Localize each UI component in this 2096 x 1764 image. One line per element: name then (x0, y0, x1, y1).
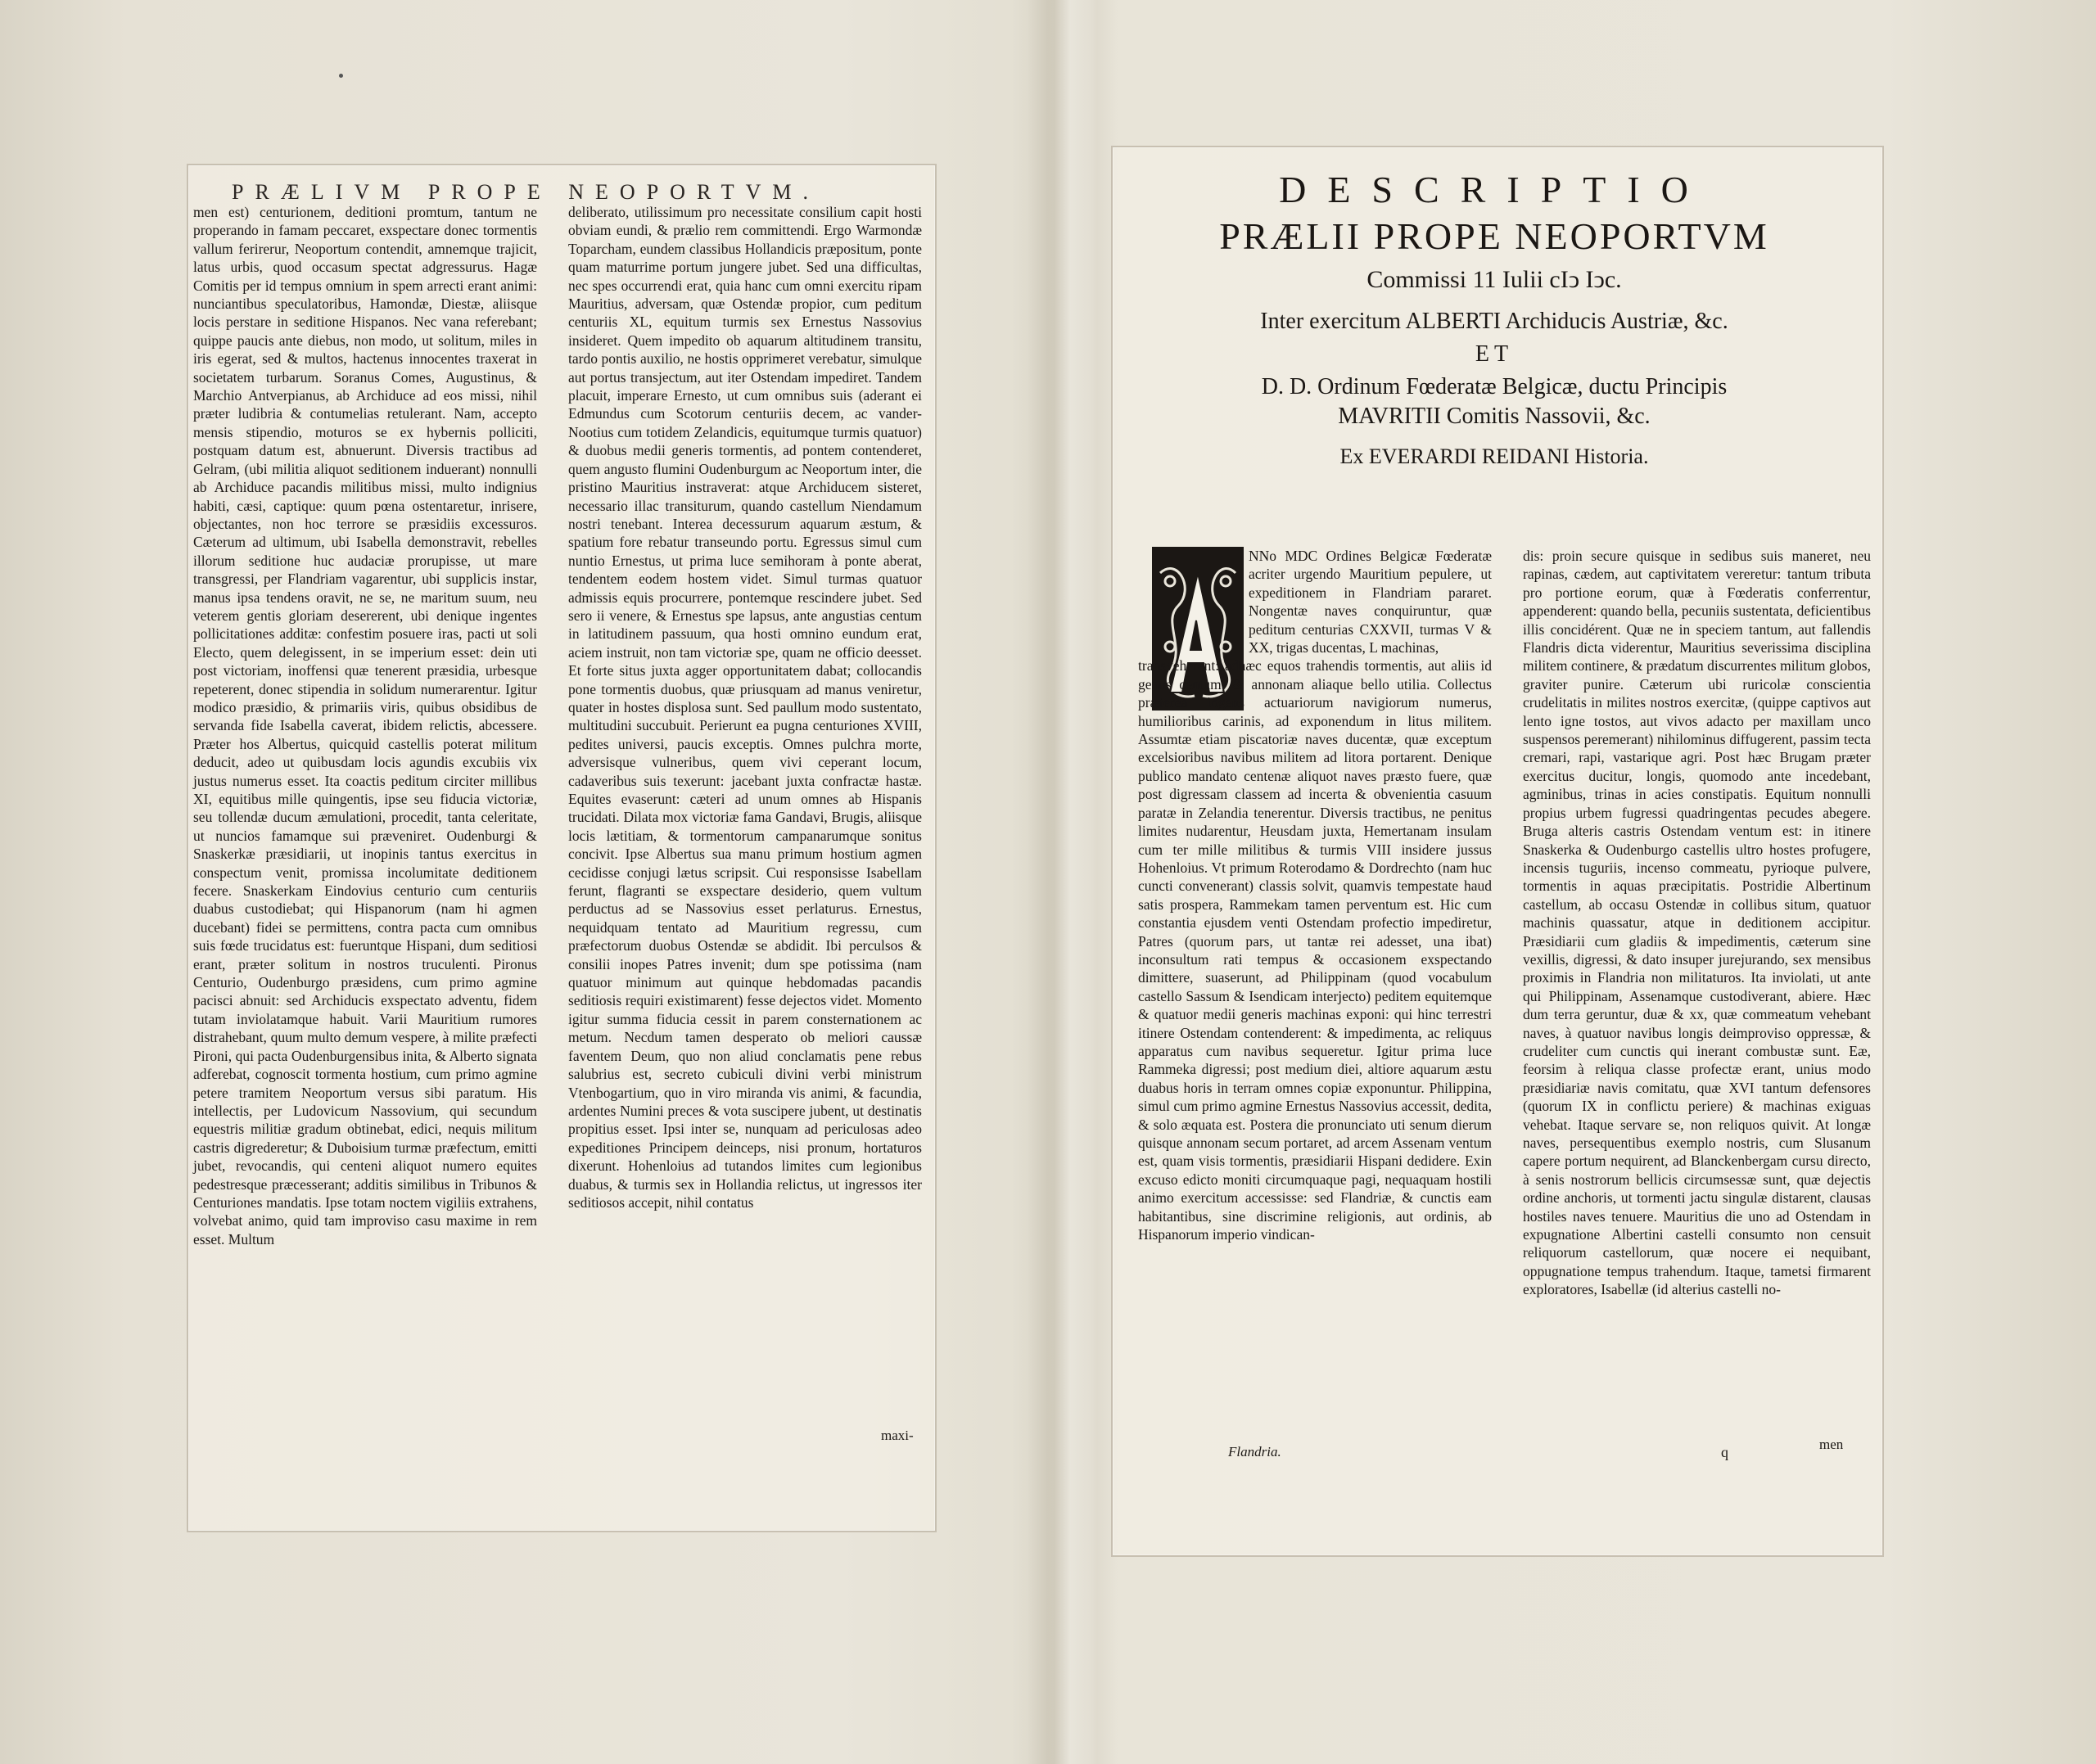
right-column-1 (1138, 547, 1492, 1243)
title-line-4: Inter exercitum ALBERTI Archiducis Austriæ, &c. (1260, 309, 1728, 334)
signature-mark: Flandria. (1228, 1444, 1281, 1459)
text-block: deliberato, utilissimum pro necessitate consilium capit hosti obviam eundi, & prælio rem committendi. Ergo Warmondæ Toparcham, eundem classibus Hollandicis præpositum, ponte quam maturrime portum jungere jubet. Sed una difficultas, nec spes occurrendi erat, quia hanc cum omni exercitu ripam Mauritius, adversam, quæ Ostendæ propior, cum peditum centuriis XL, equitum turmis sex Ernestus Nassovius insideret. Quem impedito ob aquarum altitudinem transitu, tardo pontis auxilio, ne hostis opprimeret verebatur, simulque aut portus transjectum, aut iter Ostendam impediret. Tandem placuit, imperare Ernesto, ut cum omnibus suis (aderant ei Edmundus cum Scotorum centuriis decem, ac vander-Nootius cum totidem Zelandicis, equitumque turmis quatuor) & duobus medii generis tormentis, ad pontem contenderet, quem angusto flumini Oudenburgum ac Neoportum inter, die pristino Mauritius instraverat: atque Archiducem sisteret, necessario illac transiturum, quando castellum Niendamum nostri tenebant. Interea decessurum aquarum æstum, & spatium fore rebatur transeundo portu. Egressus simul cum nuntio Ernestus, ut prima luce semihoram à ponte aberat, tendentem eodem hostem videt. Simul turmas quatuor admissis equis procurrere, pontemque rescindere jubet. Sed sero ii venere, & Ernestus spe lapsus, ante angustias centum in latitudinem passuum, qua hosti omnino eundum erat, aciem instruit, non tam victoriæ spe, quam ne officio deesset. Et forte situs juxta agger opportunitatem dabat; collocandis pone tormentis duobus, quæ priusquam ad manus veniretur, quater in hostes displosa sunt. Sed paullum modo sustentato, multitudini succubuit. Perierunt ea pugna centuriones XVIII, pedites universi, paucis exceptis. Omnes pulchra morte, adversisque vulneribus, quem vivi ceperant locum, cadaveribus suis texerunt: jacebant juxta confractæ hastæ. Equites evaserunt: cæteri ad unum omnes ab Hispanis trucidati. Dilata mox victoriæ fama Gandavi, Brugis, aliisque locis lætitiam, & tormentorum campanarumque sonitus concivit. Ipse Albertus sua manu primum hostium agmen cecidisse conjugi lætus scripsit. Cui responsisse Isabellam ferunt, flagranti se exspectare desiderio, quem vultum perductus ad se Nassovius esset perlaturus. Ernestus, nequidquam tentato ad Mauritium regressu, cum præfectorum duobus Ostendæ se abdidit. Ibi perculsos & consilii inopes Patres invenit; dum spe potissima (nam quatuor minimum aut quinque hebdomadas pacandis seditiosis requiri existimarent) fesse dejectos videt. Momento igitur summa fiducia cessit in parem consternationem ac metum. Necdum tamen desperato ob meliori caussæ faventem Deum, quo non aliud conclamatis pene rebus salubrius est, secreto cubiculi divini verbi ministrum Vtenbogartium, quo in viro miranda vis animi, & facundia, ardentes Numini preces & vota suscipere jubent, ut destinatis propitius esset. Ipsi inter se, nunquam ad periculosas adeo expeditiones Principem deinceps, nisi pronum, hortaturos dixerunt. Hohenloius ad tutandos limites cum legionibus duabus, & turmis sex in Hollandia relictus, ut ingressos iter seditiosos accepit, nihil contatus (568, 204, 922, 1211)
title-line-5: ET (1475, 341, 1514, 367)
title-block (1126, 168, 1863, 469)
title-line-6: D. D. Ordinum Fœderatæ Belgicæ, ductu Principis (1261, 374, 1728, 399)
left-column-1 (193, 203, 537, 1248)
center-fold (1012, 0, 1118, 1764)
running-head: PRÆLIVM PROPE NEOPORTVM. (232, 180, 820, 204)
text-block: men est) centurionem, deditioni promtum, tantum ne properando in famam peccaret, exspectare donec tormentis vallum ferirerur, Neoportum contendit, amnemque trajicit, latus urbis, quod occasum spectat adgressurus. Hagæ Comitis per id tempus omnium in spem arrecti erant animi: nunciantibus speculatoribus, Hamondæ, Diestæ, aliisque locis perstare in seditione Hispanos. Nec vana referebant; quippe paucis ante diebus, non modo, ut solitum, miles in iris egerat, sed & multos, hactenus innocentes traxerat in societatem turbarum. Soranus Comes, Augustinus, & Marchio Antverpianus, ab Archiduce ad eos missi, nihil præter ludibria & contumelias retulerant. Nam, accepto mensis stipendio, moturos se ex hybernis polliciti, postquam datum est, abnuerunt. Diversis tractibus ad Gelram, (ubi militia aliquot seditionem induerant) nonnulli ab Archiduce pacandis militibus missi, multo indignius habiti, cæsi, captique: quum pœna ostentaretur, inrisere, objectantes, non hoc terrore se præsidiis excessuros. Cæterum ad ultimum, ubi Isabella demonstravit, rebelles illorum seditione huc audaciæ prorupisse, ut mare transgressi, per Flandriam vagarentur, ubi supplicis instar, manus ipsa tendens oravit, ne se, ne maritum suum, neu veterem gentis gloriam desererent, ubi denique ingentes pollicitationes additæ: confestim posuere iras, pacti ut soli Electo, quem delegissent, in se imperium esset: dein uti post victoriam, inoffensi quæ tenerent præsidia, urbesque repeterent, donec stipendia in solidum numerarentur. Igitur modico præsidio, & primariis viris, quibus obsidibus de servanda fide Isabella caverat, ibidem relictis, abcessere. Præter hos Albertus, quicquid castellis poterat militum deducit, adeo ut quibusdam locis agundis excubiis vix justus numerus esset. Ita coactis peditum circiter millibus XI, equitibus mille quingentis, ipse seu fiducia victoriæ, seu tollendæ ducum æmulationi, procedit, tanta celeritate, ut nuncios famamque sui præveniret. Oudenburgi & Snaskerkæ præsidiarii, ut inopinis tantus exercitus in conspectum venit, promissa incolumitate deditionem fecere. Snaskerkam Eindovius centurio cum centuriis duabus custodiebat; qui Hispanorum (nam hi agmen ducebant) fidei se permittens, contra pacta cum omnibus suis fœde trucidatus est: fueruntque Hispani, dum seditiosi erant, præter solitum in nostros truculenti. Pironus Centurio, Oudenburgo præsidens, cum primo agmine pacisci abnuit: sed Archiducis exspectato adventu, fidem tutam inviolatamque habuit. Varii Mauritium rumores distrahebant, quum multo demum vespere, à milite præfecti Pironi, qui pacta Oudenburgensibus inita, & Alberto signata adferebat, cognoscit tormenta hostium, cum primo agmine petere tramitem Neoportum versus sibi paratum. His intellectis, per Ludovicum Nassovium, qui secundum equestris militiæ gradum obtinebat, edici, nequis militum castris digrederetur; & Duboisium turmæ præfectum, emitti jubet, revocandis, qui centeni aliquot numero equites pedestresque præcesserant; additis similibus in Tribunos & Centuriones mandatis. Ipse totam noctem vigiliis extrahens, volvebat animo, quid tam improviso casu maxime in rem esset. Multum (193, 204, 537, 1247)
text-block: transveherent: adhæc equos trahendis tormentis, aut aliis id genus centum, & annonam aliaque bello utilia. Collectus præterea ingens actuariorum navigiorum numerus, humilioribus carinis, ad exponendum in litus militem. Assumtæ etiam piscatoriæ naves ducentæ, quæ exceptum excelsioribus navibus militem ad litora portarent. Denique publico mandato centenæ aliquot naves præsto fuere, quæ post digressam classem ad incerta & obvenientia casuum paratæ in Zelandia tenerentur. Diversis tractibus, ne penitus limites nudarentur, Heusdam juxta, Hemertanam insulam cum ter mille militibus & turmis VIII insidere jussus Hohenloius. Vt primum Roterodamo & Dordrechto (nam huc cuncti convenerant) classis solvit, quamvis tempestate haud satis prospera, Rammekam tamen perventum est. Hic cum constantia ejusdem venti Ostendam profectio impediretur, Patres (quorum pars, ut tantæ rei adesset, una ibat) inconsultum rati tempus & occasionem exspectando dimittere, suaserunt, ad Philippinam (quod vocabulum castello Sassum & Isendicam interjecto) peditem equitemque & quatuor medii generis machinas exponi: qui hinc terrestri itinere Ostendam contenderent: & impedimenta, ac reliquus apparatus cum navibus sequeretur. Igitur prima luce Rammeka digressi; post medium diei, altiore aquarum æstu duabus horis in terram omnes copiæ exponuntur. Philippina, simul cum primo agmine Ernestus Nassovius accessit, dedita, & solo æquata est. Postera die pronunciato uti senum dierum quisque annonam secum portaret, ad arcem Assenam ventum est, quam visis tormentis, præsidiarii Hispani dedidere. Exin excuso edicto moniti circumquaque pagi, nequaquam hostili animo exercitum accessisse: sed Flandriæ, & cunctis eam habitantibus, sine discrimine religionis, aut ordinis, ab Hispanorum imperio vindican- (1138, 657, 1492, 1243)
ink-spot (339, 74, 343, 78)
catchword-left: maxi- (881, 1428, 914, 1443)
title-line-7: MAVRITII Comitis Nassovii, &c. (1338, 404, 1651, 429)
catchword-right: men (1819, 1437, 1844, 1452)
text-block: dis: proin secure quisque in sedibus suis maneret, neu rapinas, cædem, aut captivitatem vereretur: tantum tributa pro portione eorum, quæ à Fœderatis conferrentur, appenderent: quando bella, pecuniis sustentata, deficientibus illis concidérent. Quæ ne in speciem tantum, aut fallendis Flandris dicta viderentur, Mauritius severissima disciplina militem continere, & prædatum discurrentes militum globos, graviter punire. Cæterum ubi ruricolæ conscientia crudelitatis in milites nostros exercitæ, (quippe captivos aut lento igne tostos, aut vivos adacto per maxillam unco suspensos peremerant) nihilominus diffugerent, passim tecta cremari, rapi, vastarique agri. Post hæc Brugam præter exercitus ducitur, longis, quomodo ante incedebant, agminibus, trinas in acies constipatis. Equitum nonnulli propius urbem fugressi quadringentas pecudes abegere. Bruga alteris castris Ostendam ventum est: in itinere Snaskerka & Oudenburgo castellis ultro hostes profugere, incensis tuguriis, incenso commeatu, pyrioque pulvere, tormentis in aquas præcipitatis. Postridie Albertinum castellum, ab occasu Ostendæ in collibus situm, quatuor machinis quassatur, atque in deditionem accipitur. Præsidiarii cum gladiis & impedimentis, cæterum sine vexillis, digressi, & dato insuper jurejurando, sex mensibus proximis in Flandria non militaturos. Ita inviolati, ut ante qui Philippinam, Assenamque custodiverant, abiere. Hæc dum terra geruntur, duæ & xx, quæ commeatum vehebant naves, à quatuor navibus longis deimproviso oppressæ, & crudeliter cum cunctis qui inerant combustæ sunt. Eæ, feorsim à reliqua classe profectæ erant, unius modo præsidiariæ navis comitatu, quæ XVI tantum defensores (quorum IX in conflictu periere) & machinas exiguas vehebat. Itaque servare se, non reliquos quivit. At longæ naves, persequentibus exemplo nostris, cum Slusanum capere portum nequirent, ad Blanckenbergam cursu directo, à senis nostrorum bellicis circumsessæ sunt, quæ dejectis ordine anchoris, ut tormenti jactu singulæ distarent, clausas hostiles naves tenuere. Mauritius die uno ad Ostendam in expugnatione Albertini castelli consumto non censuit reliquorum castellorum, quæ nocere ei nequibant, oppugnatione tempus trahendum. Itaque, tametsi firmarent exploratores, Isabellæ (id alterius castelli no- (1523, 548, 1871, 1298)
folio-mark: q (1721, 1444, 1728, 1460)
source-line: Ex EVERARDI REIDANI Historia. (1339, 444, 1649, 468)
title-line-2: PRÆLII PROPE NEOPORTVM (1219, 215, 1769, 257)
opening-paragraph: NNo MDC Ordines Belgicæ Fœderatæ acriter urgendo Mauritium pepulere, ut expeditionem in Flandriam pararet. Nongentæ naves conquiruntur, quæ peditum centurias CXXVII, turmas V & XX, trigas ducentas, L machinas, (1249, 548, 1492, 656)
right-column-2 (1523, 547, 1871, 1299)
title-line-1: DESCRIPTIO (1279, 169, 1710, 210)
title-line-3: Commissi 11 Iulii cIↄ Iↄc. (1366, 266, 1622, 293)
left-column-2 (568, 203, 922, 1211)
